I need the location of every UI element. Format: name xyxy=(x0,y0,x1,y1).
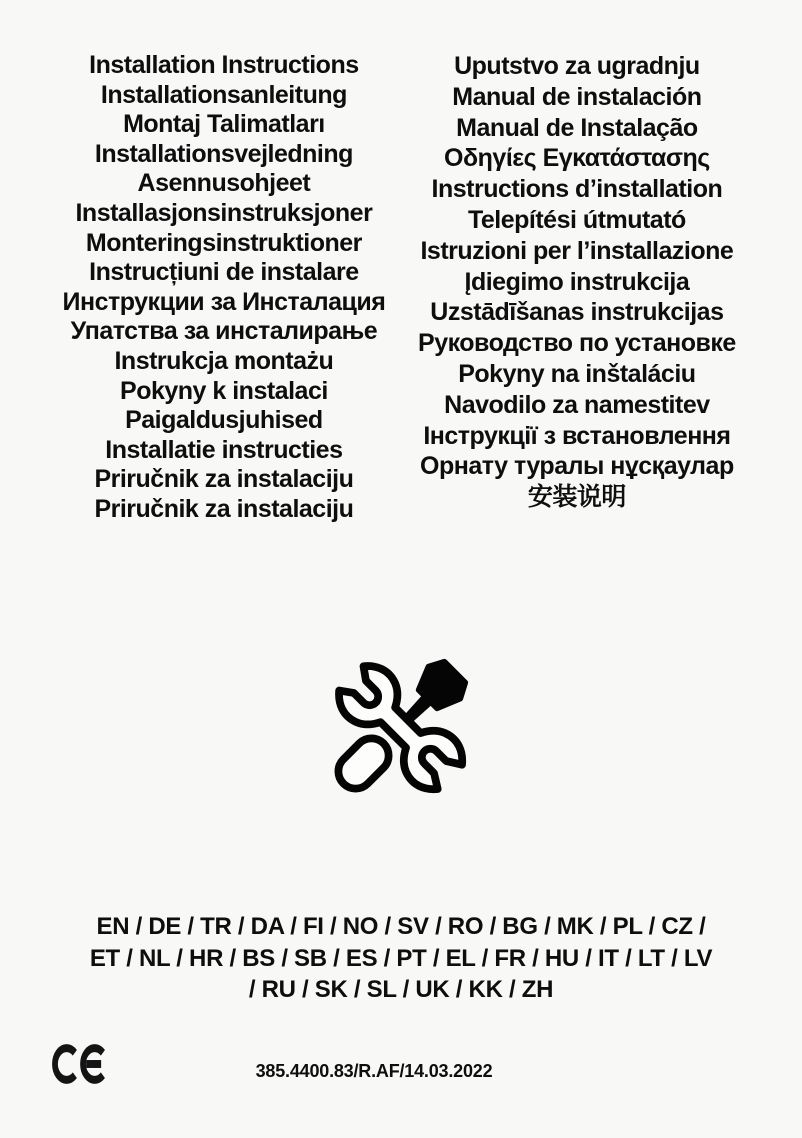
title-line-ro: Instrucțiuni de instalare xyxy=(89,258,359,287)
wrench-screwdriver-icon xyxy=(314,640,486,814)
title-line-de: Installationsanleitung xyxy=(100,80,347,109)
title-line-et: Paigaldusjuhised xyxy=(125,406,323,435)
language-codes xyxy=(0,911,802,1006)
title-line-pt: Manual de Instalação xyxy=(456,113,698,142)
title-line-sb: Uputstvo za ugradnju xyxy=(454,52,700,80)
document-number: 385.4400.83/R.AF/14.03.2022 xyxy=(255,1061,493,1081)
title-line-lv: Uzstādīšanas instrukcijas xyxy=(430,298,724,327)
title-line-kk: Орнату туралы нұсқаулар xyxy=(420,452,734,481)
title-line-bg: Инструкции за Инсталация xyxy=(62,287,386,316)
title-line-el: Οδηγίες Εγκατάστασης xyxy=(444,144,710,173)
title-line-no: Installasjonsinstruksjoner xyxy=(75,198,373,227)
title-line-en: Installation Instructions xyxy=(89,51,359,79)
title-line-sl: Navodilo za namestitev xyxy=(444,390,710,419)
title-line-zh: 安装说明 xyxy=(527,483,626,512)
title-line-mk: Упатства за инсталирање xyxy=(70,317,378,346)
title-line-pl: Instrukcja montażu xyxy=(114,346,334,375)
title-line-es: Manual de instalación xyxy=(452,82,702,111)
language-codes-line-2: ET / NL / HR / BS / SB / ES / PT / EL / FR / HU / IT / LT / LV xyxy=(89,944,713,972)
title-line-bs: Priručnik za instalaciju xyxy=(94,494,354,523)
title-line-hr: Priručnik za instalaciju xyxy=(94,465,354,494)
title-line-fr: Instructions d’installation xyxy=(431,175,723,204)
title-line-da: Installationsvejledning xyxy=(94,139,353,168)
title-line-uk: Інструкції з встановлення xyxy=(423,421,731,450)
titles-left-column xyxy=(58,51,390,525)
title-line-sv: Monteringsinstruktioner xyxy=(85,228,362,257)
title-line-cz: Pokyny k instalaci xyxy=(120,376,328,405)
title-line-sk: Pokyny na inštaláciu xyxy=(458,359,696,388)
title-line-fi: Asennusohjeet xyxy=(137,169,311,198)
title-line-ru: Руководство по установке xyxy=(418,329,736,358)
title-line-hu: Telepítési útmutató xyxy=(467,205,686,234)
language-codes-line-1: EN / DE / TR / DA / FI / NO / SV / RO / BG / MK / PL / CZ / xyxy=(96,913,706,940)
title-line-tr: Montaj Talimatları xyxy=(123,110,325,139)
title-line-lt: Įdiegimo instrukcija xyxy=(464,267,690,296)
title-line-it: Istruzioni per l’installazione xyxy=(420,236,734,265)
title-line-nl: Installatie instructies xyxy=(105,435,343,464)
language-codes-line-3: / RU / SK / SL / UK / KK / ZH xyxy=(248,976,554,1004)
titles-right-column xyxy=(390,51,764,525)
multilingual-titles xyxy=(58,51,764,525)
